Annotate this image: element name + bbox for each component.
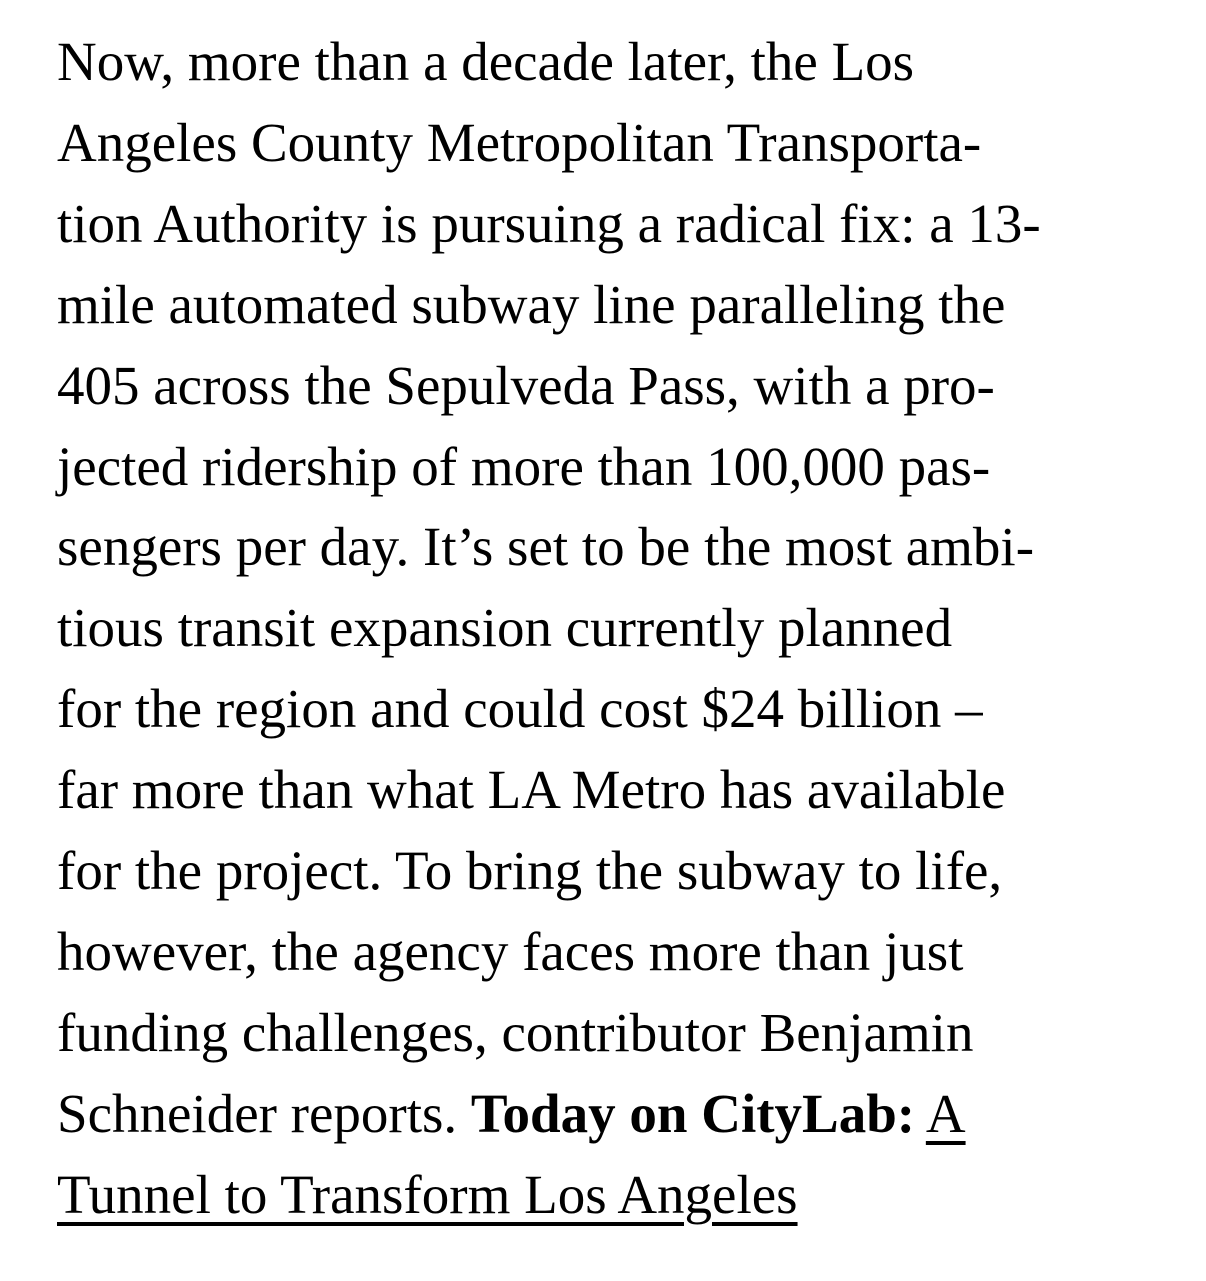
paragraph-text: sengers per day. It’s set to be the most ambi-: [57, 516, 1035, 578]
paragraph-line: [57, 427, 1166, 508]
paragraph-line: [57, 831, 1166, 912]
paragraph-line: [57, 588, 1166, 669]
paragraph-line: [57, 346, 1166, 427]
paragraph-line: [57, 265, 1166, 346]
paragraph-line: [57, 103, 1166, 184]
paragraph-text: for the project. To bring the subway to life,: [57, 840, 1003, 902]
paragraph-text: far more than what LA Metro has available: [57, 759, 1006, 821]
paragraph-line: [57, 22, 1166, 103]
paragraph-text: mile automated subway line paralleling the: [57, 273, 1006, 335]
paragraph-text: however, the agency faces more than just: [57, 920, 964, 982]
paragraph-text: tion Authority is pursuing a radical fix: a 13-: [57, 192, 1041, 254]
paragraph-line: [57, 1074, 1166, 1155]
paragraph-text: Now, more than a decade later, the Los: [57, 31, 915, 92]
paragraph-text: tious transit expansion currently planned: [57, 597, 953, 659]
paragraph-text: jected ridership of more than 100,000 pas-: [57, 435, 991, 497]
paragraph-text: Angeles County Metropolitan Transporta-: [57, 111, 982, 173]
paragraph-line: [57, 993, 1166, 1074]
paragraph-text: for the region and could cost $24 billion –: [57, 678, 983, 740]
paragraph-line: [57, 507, 1166, 588]
paragraph-text: funding challenges, contributor Benjamin: [57, 1001, 974, 1063]
paragraph-text: 405 across the Sepulveda Pass, with a pro-: [57, 354, 995, 416]
paragraph-line: [57, 750, 1166, 831]
paragraph-line: [57, 184, 1166, 265]
paragraph-line: [57, 669, 1166, 750]
paragraph-text: [915, 1083, 926, 1144]
citylab-article-link[interactable]: A: [925, 1082, 966, 1144]
citylab-article-link[interactable]: Tunnel to Transform Los Angeles: [57, 1163, 798, 1225]
paragraph-text: Schneider reports.: [57, 1082, 471, 1144]
today-on-citylab-label: Today on CityLab:: [470, 1082, 916, 1144]
paragraph-line: [57, 912, 1166, 993]
paragraph-line: [57, 1155, 1166, 1236]
